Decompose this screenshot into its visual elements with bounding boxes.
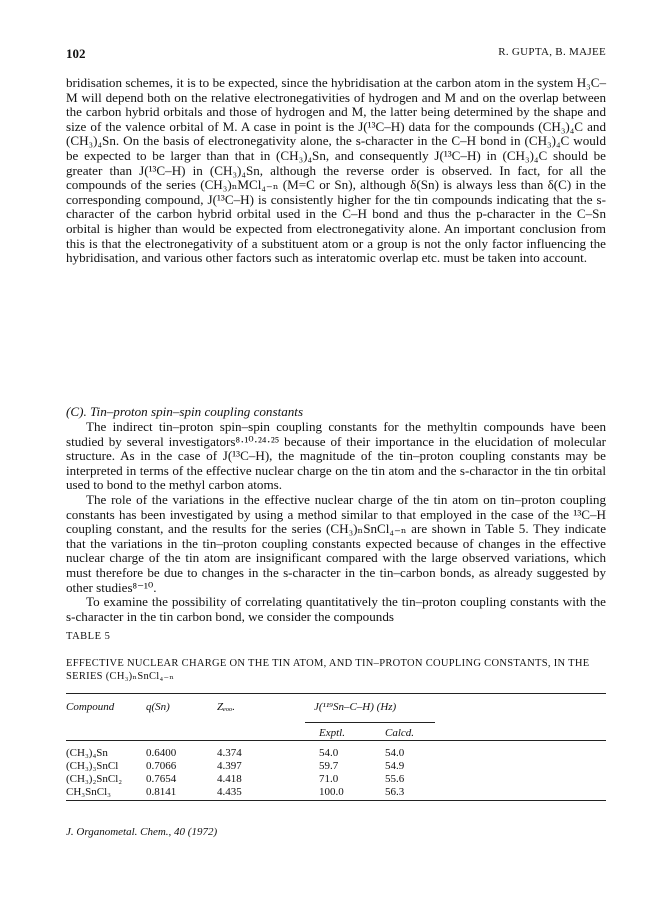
cell-compound: (CH₃)₃SnCl — [66, 760, 119, 772]
page-number: 102 — [66, 46, 86, 61]
cell-calcd: 56.3 — [385, 786, 405, 798]
table-top-rule — [66, 693, 606, 694]
section-title: (C). Tin–proton spin–spin coupling constants — [66, 404, 304, 419]
column-header-compound: Compound — [66, 701, 115, 713]
cell-z-eff: 4.435 — [217, 786, 242, 798]
cell-calcd: 55.6 — [385, 773, 405, 785]
table-caption: EFFECTIVE NUCLEAR CHARGE ON THE TIN ATOM, AND TIN–PROTON COUPLING CONSTANTS, IN THE SERIES (CH₃)ₙSnCl₄₋ₙ — [66, 658, 590, 682]
column-header-calcd: Calcd. — [385, 727, 415, 739]
cell-q-sn: 0.6400 — [146, 747, 177, 759]
paragraph-coupling-intro: The indirect tin–proton spin–spin coupling constants for the methyltin compounds have been studied by several investigators⁸·¹⁰·²⁴·²⁵ because of their importance in the elucidation of molecular structure. As in the case of J(¹³C–H), the magnitude of the tin–proton coupling constants may be interpreted in terms of the effective nuclear charge on the tin atom and the s-charactor in the tin orbital used to bond to the methyl carbon atoms. — [66, 419, 606, 493]
cell-compound: (CH₃)₂SnCl₂ — [66, 773, 123, 785]
running-head-authors: R. GUPTA, B. MAJEE — [498, 46, 606, 58]
paragraph-effective-charge: The role of the variations in the effective nuclear charge of the tin atom on tin–proton coupling constants has been investigated by using a method similar to that employed in the case of the ¹³C–H coupling constant, and the results for the series (CH₃)ₙSnCl₄₋ₙ are shown in Table 5. They indicate that the variations in the tin–proton coupling constants expected because of changes in the effective nuclear charge of the tin atom are insignificant compared with the large observed variations, which must therefore be due to changes in the s-character in the tin–carbon bonds, as already suggested by other studies⁸⁻¹⁰. — [66, 491, 606, 595]
table-header-rule — [66, 740, 606, 741]
cell-exptl: 59.7 — [319, 760, 339, 772]
cell-q-sn: 0.8141 — [146, 786, 177, 798]
cell-compound: (CH₃)₄Sn — [66, 747, 108, 759]
body-text-top — [66, 76, 606, 266]
cell-q-sn: 0.7654 — [146, 773, 177, 785]
column-header-exptl: Exptl. — [319, 727, 345, 739]
paragraph-hybridisation: bridisation schemes, it is to be expected, since the hybridisation at the carbon atom in the system H₃C–M will depend both on the relative electronegativities of hydrogen and M and on the overlap between the carbon hybrid orbitals and those of hydrogen and M, the latter being determined by the shape and size of the valence orbital of M. A case in point is the J(¹³C–H) data for the compounds (CH₃)₄C and (CH₃)₄Sn. On the basis of electronegativity alone, the s-character in the C–H bond in (CH₃)₄C would be expected to be larger than that in (CH₃)₄Sn, and consequently J(¹³C–H) in (CH₃)₄C should be greater than J(¹³C–H) in (CH₃)₄Sn, although the reverse order is observed. In fact, for all the compounds of the series (CH₃)ₙMCl₄₋ₙ (M=C or Sn), although δ(Sn) is always less than δ(C) in the corresponding compound, J(¹³C–H) is consistently higher for the tin compounds indicating that the s-character of the carbon hybrid orbital used in the C–H bond and thus the p-character in the C–Sn orbital is higher than would be expected from electronegativity alone. An important conclusion from this is that the electronegativity of a substituent atom or a group is not the only factor influencing the hybridisation, and various other factors such as interatomic overlap etc. must be taken into account. — [66, 75, 606, 266]
body-text-section-c — [66, 420, 606, 624]
paragraph-s-character: To examine the possibility of correlating quantitatively the tin–proton coupling constants with the s-character in the tin carbon bond, we consider the compounds — [66, 594, 606, 624]
cell-z-eff: 4.397 — [217, 760, 242, 772]
cell-compound: CH₃SnCl₃ — [66, 786, 111, 798]
cell-q-sn: 0.7066 — [146, 760, 177, 772]
cell-exptl: 71.0 — [319, 773, 339, 785]
column-header-z-eff: Zₑₒₒ. — [217, 701, 236, 713]
cell-z-eff: 4.374 — [217, 747, 242, 759]
table-label: TABLE 5 — [66, 631, 111, 642]
cell-exptl: 54.0 — [319, 747, 339, 759]
page-header — [66, 46, 606, 64]
cell-calcd: 54.9 — [385, 760, 405, 772]
journal-footer: J. Organometal. Chem., 40 (1972) — [66, 826, 218, 838]
cell-exptl: 100.0 — [319, 786, 344, 798]
table-bottom-rule — [66, 800, 606, 801]
column-group-rule — [305, 722, 435, 723]
cell-calcd: 54.0 — [385, 747, 405, 759]
column-header-coupling: J(¹¹⁹Sn–C–H) (Hz) — [314, 701, 397, 713]
cell-z-eff: 4.418 — [217, 773, 242, 785]
column-header-q-sn: q(Sn) — [146, 701, 170, 713]
